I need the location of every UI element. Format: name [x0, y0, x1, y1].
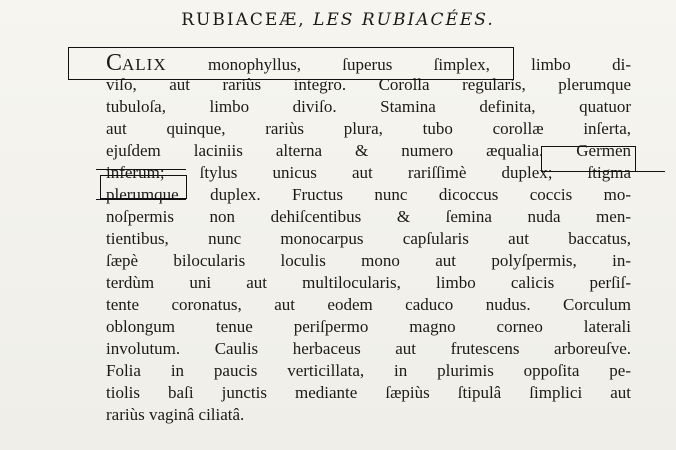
text-line: Folia in paucis verticillata, in plurimis oppoſita pe- — [106, 361, 631, 380]
annotation-rule — [541, 171, 665, 172]
text-line: viſo, aut rariùs integro. Corolla regularis, plerumque — [106, 75, 631, 94]
text-line: tente coronatus, aut eodem caduco nudus. Corculum — [106, 295, 631, 314]
text-line: involutum. Caulis herbaceus aut frutescens arboreuſve. — [106, 339, 631, 358]
text-line: rariùs vaginâ ciliatâ. — [106, 405, 245, 424]
annotation-box-calix — [68, 47, 514, 80]
annotation-box-germen — [541, 146, 636, 172]
text-line: ſæpè bilocularis loculis mono aut polyſpermis, in- — [106, 251, 631, 270]
text-line: noſpermis non dehiſcentibus & ſemina nuda men- — [106, 207, 631, 226]
text-line: ejuſdem laciniis alterna & numero æqualia. Germen — [106, 141, 631, 160]
annotation-rule — [96, 199, 186, 200]
small-caps-word: ALIX — [122, 55, 167, 74]
text-line: tubuloſa, limbo diviſo. Stamina definita, quatuor — [106, 97, 631, 116]
text-line: tientibus, nunc monocarpus capſularis aut baccatus, — [106, 229, 631, 248]
page-header — [0, 10, 676, 30]
text-line: inferum; ſtylus unicus aut rariſſimè duplex; ſtigma — [106, 163, 631, 182]
drop-cap: C — [106, 50, 123, 76]
text-line: tiolis baſi junctis mediante ſæpiùs ſtipulâ ſimplici aut — [106, 383, 631, 402]
text-line: aut quinque, rariùs plura, tubo corollæ inſerta, — [106, 119, 631, 138]
description-paragraph — [106, 52, 631, 426]
header-family-french: LES RUBIACÉES. — [313, 10, 495, 30]
annotation-rule — [96, 169, 186, 170]
text-line: CALIX monophyllus, ſuperus ſimplex, limbo di- — [106, 50, 631, 76]
header-family-latin: RUBIACEÆ, — [181, 10, 306, 30]
text-line: terdùm uni aut multilocularis, limbo calicis perſiſ- — [106, 273, 631, 292]
text-line: oblongum tenue periſpermo magno corneo laterali — [106, 317, 631, 336]
text-line: plerumque duplex. Fructus nunc dicoccus coccis mo- — [106, 185, 631, 204]
annotation-box-inferum — [100, 175, 187, 199]
